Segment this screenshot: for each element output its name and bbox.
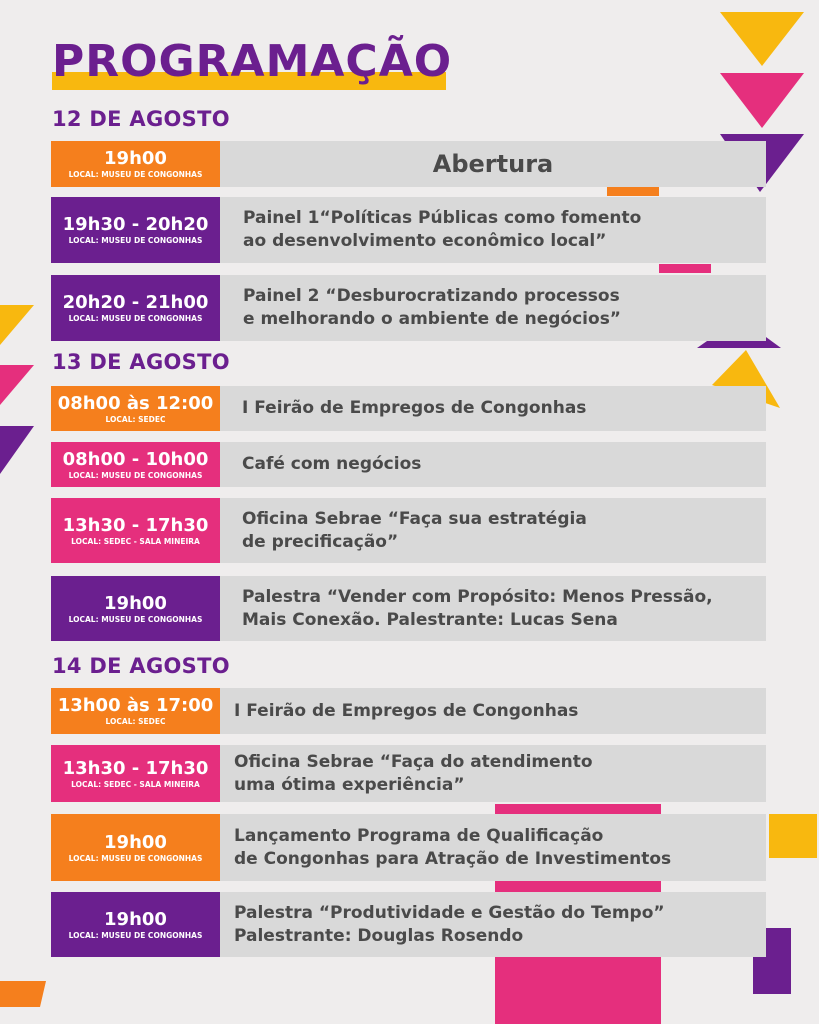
event-row [51, 275, 766, 341]
event-title: I Feirão de Empregos de Congonhas [242, 398, 587, 418]
event-row [51, 745, 766, 802]
event-row [51, 386, 766, 431]
event-location: LOCAL: SEDEC [105, 717, 166, 726]
event-title: Oficina Sebrae “Faça do atendimento uma ótima experiência” [234, 751, 593, 795]
event-time: 19h00 [104, 908, 167, 930]
event-time: 19h30 - 20h20 [62, 214, 209, 235]
event-description-box [220, 745, 766, 802]
event-location: LOCAL: SEDEC - SALA MINEIRA [71, 536, 200, 546]
title-block [52, 32, 452, 92]
orange-corner-shape [0, 981, 46, 1007]
event-title: I Feirão de Empregos de Congonhas [234, 700, 579, 721]
event-title: Palestra “Vender com Propósito: Menos Pressão, Mais Conexão. Palestrante: Lucas Sena [242, 586, 713, 630]
event-location: LOCAL: MUSEU DE CONGONHAS [68, 170, 203, 179]
event-time: 13h00 às 17:00 [57, 695, 214, 716]
event-title: Painel 2 “Desburocratizando processos e melhorando o ambiente de negócios” [243, 286, 621, 329]
event-location: LOCAL: MUSEU DE CONGONHAS [68, 930, 203, 940]
event-time-box [51, 814, 220, 881]
event-location: LOCAL: SEDEC [105, 414, 166, 424]
event-description-box [220, 688, 766, 734]
day-heading: 14 DE AGOSTO [52, 654, 230, 678]
event-time-box [51, 141, 220, 187]
event-time: 19h00 [104, 148, 167, 169]
yellow-triangle-shape [720, 12, 804, 66]
event-time: 08h00 - 10h00 [62, 448, 209, 470]
event-time-box [51, 688, 220, 734]
event-description-box [220, 892, 766, 957]
event-description-box [220, 814, 766, 881]
orange-bar-shape [607, 186, 659, 196]
event-description-box [220, 442, 766, 487]
day-heading: 13 DE AGOSTO [52, 350, 230, 374]
event-title: Palestra “Produtividade e Gestão do Tempo” Palestrante: Douglas Rosendo [234, 902, 665, 946]
pink-bar-shape [659, 264, 711, 273]
event-time: 20h20 - 21h00 [62, 292, 209, 313]
event-row [51, 892, 766, 957]
event-description-box [220, 576, 766, 641]
event-time-box [51, 197, 220, 263]
event-row [51, 814, 766, 881]
event-time-box [51, 442, 220, 487]
purple-left-triangle-shape [0, 426, 34, 474]
event-description-box [220, 197, 766, 263]
event-description-box [220, 141, 766, 187]
event-row [51, 688, 766, 734]
event-location: LOCAL: MUSEU DE CONGONHAS [68, 314, 203, 323]
event-title: Café com negócios [242, 454, 422, 474]
event-row [51, 141, 766, 187]
event-description-box [220, 498, 766, 563]
event-time-box [51, 745, 220, 802]
event-row [51, 197, 766, 263]
event-time: 08h00 às 12:00 [57, 392, 214, 414]
event-location: LOCAL: MUSEU DE CONGONHAS [68, 470, 203, 480]
event-time: 19h00 [104, 831, 167, 853]
event-row [51, 498, 766, 563]
event-title: Oficina Sebrae “Faça sua estratégia de precificação” [242, 508, 587, 552]
event-title: Lançamento Programa de Qualificação de Congonhas para Atração de Investimentos [234, 825, 672, 869]
yellow-square-shape [769, 814, 817, 858]
event-description-box [220, 386, 766, 431]
event-time: 19h00 [104, 592, 167, 614]
event-row [51, 442, 766, 487]
event-location: LOCAL: SEDEC - SALA MINEIRA [71, 779, 200, 789]
event-time-box [51, 386, 220, 431]
event-time: 13h30 - 17h30 [62, 757, 209, 779]
event-location: LOCAL: MUSEU DE CONGONHAS [68, 236, 203, 245]
yellow-left-triangle-shape [0, 305, 34, 345]
pink-triangle-shape [720, 73, 804, 128]
event-time-box [51, 892, 220, 957]
day-heading: 12 DE AGOSTO [52, 107, 230, 131]
event-title: Abertura [432, 149, 554, 178]
event-time-box [51, 275, 220, 341]
event-location: LOCAL: MUSEU DE CONGONHAS [68, 614, 203, 624]
event-row [51, 576, 766, 641]
event-title: Painel 1“Políticas Públicas como fomento ao desenvolvimento econômico local” [243, 208, 642, 251]
page-title: PROGRAMAÇÃO [52, 36, 453, 87]
pink-left-triangle-shape [0, 365, 34, 405]
event-location: LOCAL: MUSEU DE CONGONHAS [68, 853, 203, 863]
event-description-box [220, 275, 766, 341]
event-time: 13h30 - 17h30 [62, 514, 209, 536]
event-time-box [51, 498, 220, 563]
event-time-box [51, 576, 220, 641]
